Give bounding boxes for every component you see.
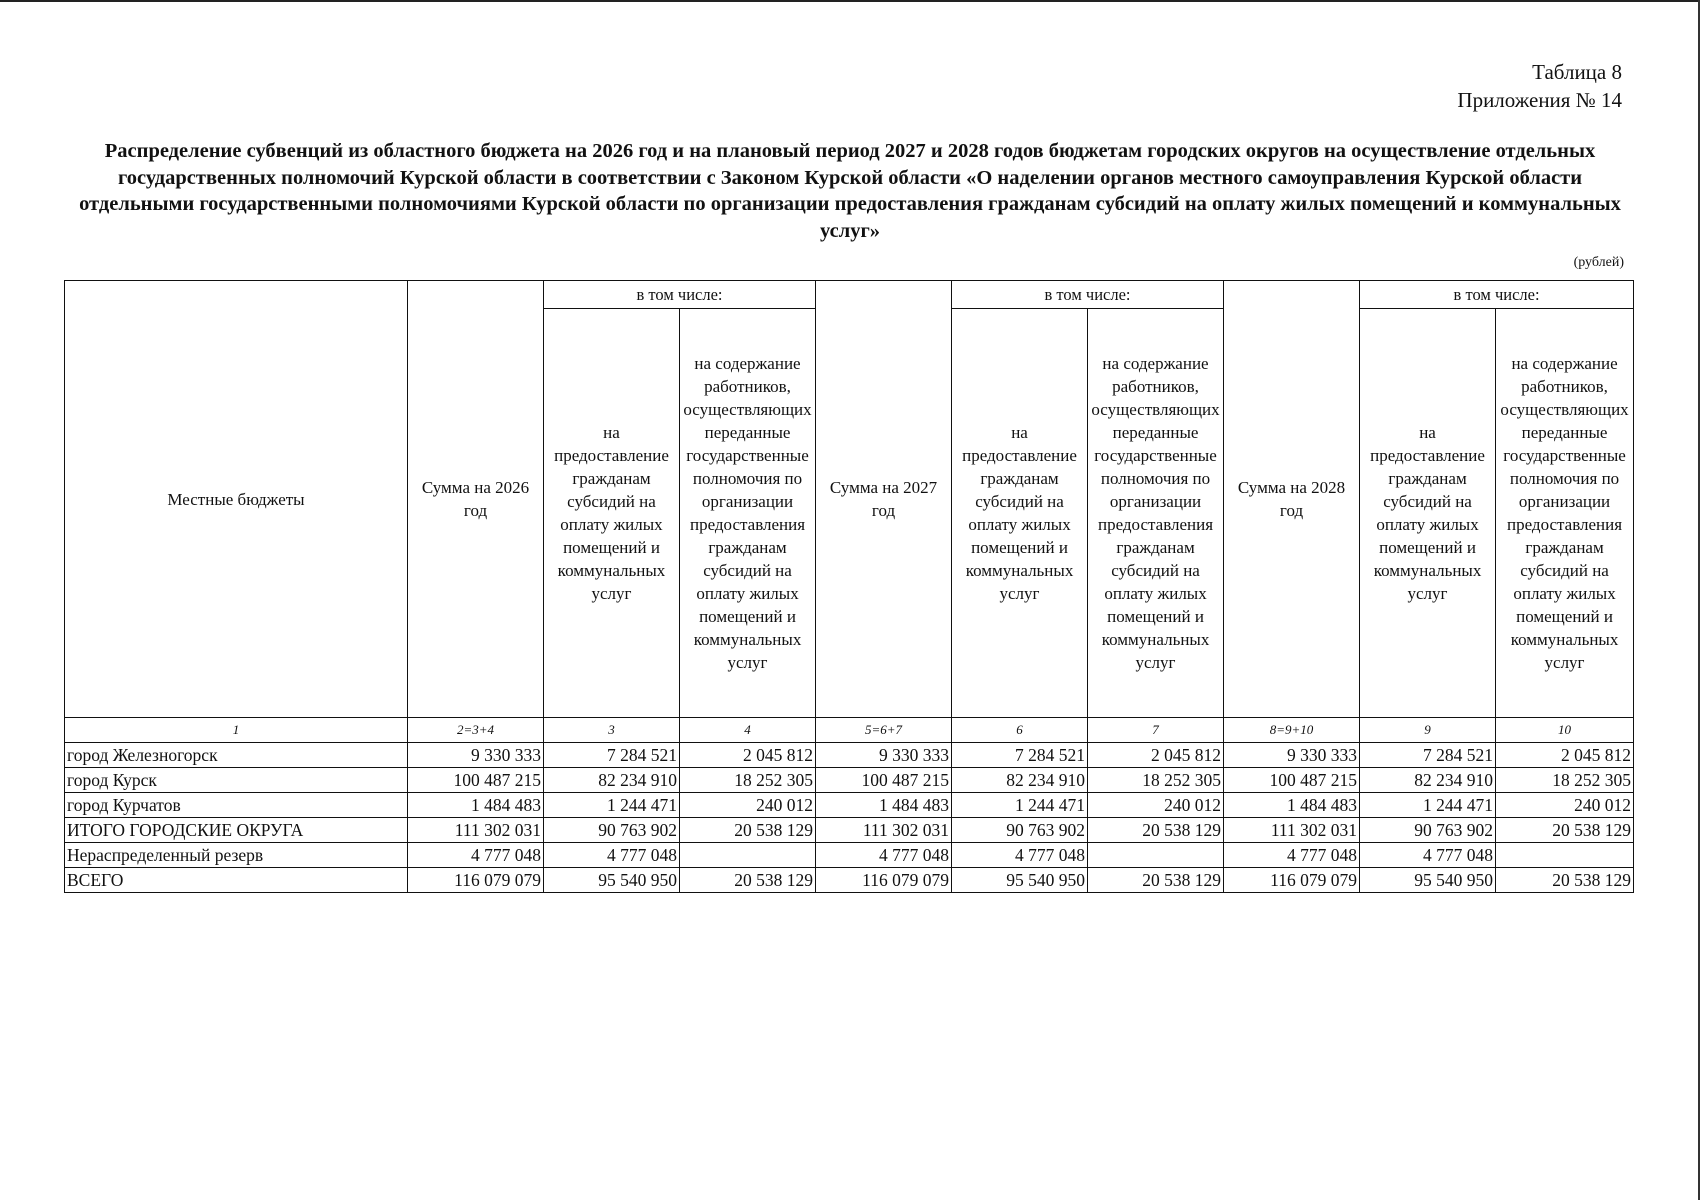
document-meta [1457,58,1622,114]
header-sum-2026: Сумма на 2026 год [408,281,544,718]
table-cell: 18 252 305 [680,768,816,793]
header-sum-2028: Сумма на 2028 год [1224,281,1360,718]
table-cell: 100 487 215 [1224,768,1360,793]
header-provision-2027: на предоставление гражданам субсидий на оплату жилых помещений и коммунальных услуг [952,309,1088,718]
row-name: город Железногорск [65,743,408,768]
table-cell: 100 487 215 [408,768,544,793]
table-cell: 9 330 333 [408,743,544,768]
row-name: ВСЕГО [65,868,408,893]
table-row [65,768,1634,793]
table-cell: 4 777 048 [1360,843,1496,868]
table-cell: 7 284 521 [952,743,1088,768]
table-cell [1088,843,1224,868]
table-cell: 1 484 483 [408,793,544,818]
header-local-budgets: Местные бюджеты [65,281,408,718]
table-row [65,743,1634,768]
table-row [65,793,1634,818]
header-provision-2028: на предоставление гражданам субсидий на оплату жилых помещений и коммунальных услуг [1360,309,1496,718]
table-cell: 82 234 910 [952,768,1088,793]
table-cell: 4 777 048 [1224,843,1360,868]
column-number: 9 [1360,718,1496,743]
header-staff-2026: на содержание работников, осуществляющих переданные государственные полномочия по организации предоставления гражданам субсидий на оплату жилых помещений и коммунальных услуг [680,309,816,718]
subvention-table [64,280,1634,893]
table-row [65,843,1634,868]
header-provision-2026: на предоставление гражданам субсидий на оплату жилых помещений и коммунальных услуг [544,309,680,718]
header-group-2026: в том числе: [544,281,816,309]
table-cell: 1 484 483 [1224,793,1360,818]
table-cell: 240 012 [1496,793,1634,818]
row-name: ИТОГО ГОРОДСКИЕ ОКРУГА [65,818,408,843]
column-number: 10 [1496,718,1634,743]
row-name: город Курск [65,768,408,793]
table-cell: 95 540 950 [952,868,1088,893]
total-row [65,868,1634,893]
table-body [65,718,1634,893]
table-cell: 20 538 129 [680,818,816,843]
column-number: 8=9+10 [1224,718,1360,743]
table-cell: 18 252 305 [1496,768,1634,793]
table-cell: 82 234 910 [544,768,680,793]
header-group-2027: в том числе: [952,281,1224,309]
header-group-2028: в том числе: [1360,281,1634,309]
column-number: 2=3+4 [408,718,544,743]
table-cell: 4 777 048 [408,843,544,868]
table-cell: 82 234 910 [1360,768,1496,793]
table-cell: 7 284 521 [1360,743,1496,768]
row-name: город Курчатов [65,793,408,818]
table-cell [680,843,816,868]
document-title: Распределение субвенций из областного бюджета на 2026 год и на плановый период 2027 и 2028 годов бюджетам городских округов на осуществление отдельных государственных полномочий Курской области в соответствии с Законом Курской области «О наделении органов местного самоуправления Курской области отдельными государственными полномочиями Курской области по организации предоставления гражданам субсидий на оплату жилых помещений и коммунальных услуг» [79,140,1621,242]
header-staff-2028: на содержание работников, осуществляющих переданные государственные полномочия по организации предоставления гражданам субсидий на оплату жилых помещений и коммунальных услуг [1496,309,1634,718]
table-cell: 2 045 812 [680,743,816,768]
table-cell: 1 244 471 [952,793,1088,818]
table-cell: 20 538 129 [1496,868,1634,893]
table-cell: 95 540 950 [544,868,680,893]
table-cell: 4 777 048 [544,843,680,868]
table-cell: 4 777 048 [952,843,1088,868]
header-staff-2027: на содержание работников, осуществляющих переданные государственные полномочия по организации предоставления гражданам субсидий на оплату жилых помещений и коммунальных услуг [1088,309,1224,718]
table-cell [1496,843,1634,868]
table-cell: 90 763 902 [544,818,680,843]
appendix-label: Приложения № 14 [1457,88,1622,112]
column-number: 6 [952,718,1088,743]
table-cell: 116 079 079 [408,868,544,893]
column-number: 7 [1088,718,1224,743]
table-cell: 111 302 031 [408,818,544,843]
table-cell: 116 079 079 [816,868,952,893]
column-number: 4 [680,718,816,743]
table-cell: 100 487 215 [816,768,952,793]
table-cell: 9 330 333 [1224,743,1360,768]
table-cell: 1 244 471 [1360,793,1496,818]
table-cell: 2 045 812 [1088,743,1224,768]
table-cell: 95 540 950 [1360,868,1496,893]
column-number: 1 [65,718,408,743]
table-cell: 20 538 129 [1088,818,1224,843]
table-cell: 111 302 031 [816,818,952,843]
table-cell: 90 763 902 [1360,818,1496,843]
table-cell: 240 012 [680,793,816,818]
units-label: (рублей) [1573,255,1624,270]
column-number-row [65,718,1634,743]
row-name: Нераспределенный резерв [65,843,408,868]
column-number: 3 [544,718,680,743]
page-edge-top [0,0,1700,2]
table-cell: 1 244 471 [544,793,680,818]
table-label: Таблица 8 [1532,60,1622,84]
table-cell: 90 763 902 [952,818,1088,843]
column-number: 5=6+7 [816,718,952,743]
table-cell: 111 302 031 [1224,818,1360,843]
table-cell: 2 045 812 [1496,743,1634,768]
table-cell: 240 012 [1088,793,1224,818]
table-cell: 20 538 129 [1496,818,1634,843]
table-cell: 18 252 305 [1088,768,1224,793]
table-cell: 20 538 129 [680,868,816,893]
table-cell: 7 284 521 [544,743,680,768]
table-cell: 9 330 333 [816,743,952,768]
table-cell: 1 484 483 [816,793,952,818]
header-sum-2027: Сумма на 2027 год [816,281,952,718]
table-cell: 20 538 129 [1088,868,1224,893]
subtotal-row [65,818,1634,843]
table-cell: 116 079 079 [1224,868,1360,893]
table-cell: 4 777 048 [816,843,952,868]
